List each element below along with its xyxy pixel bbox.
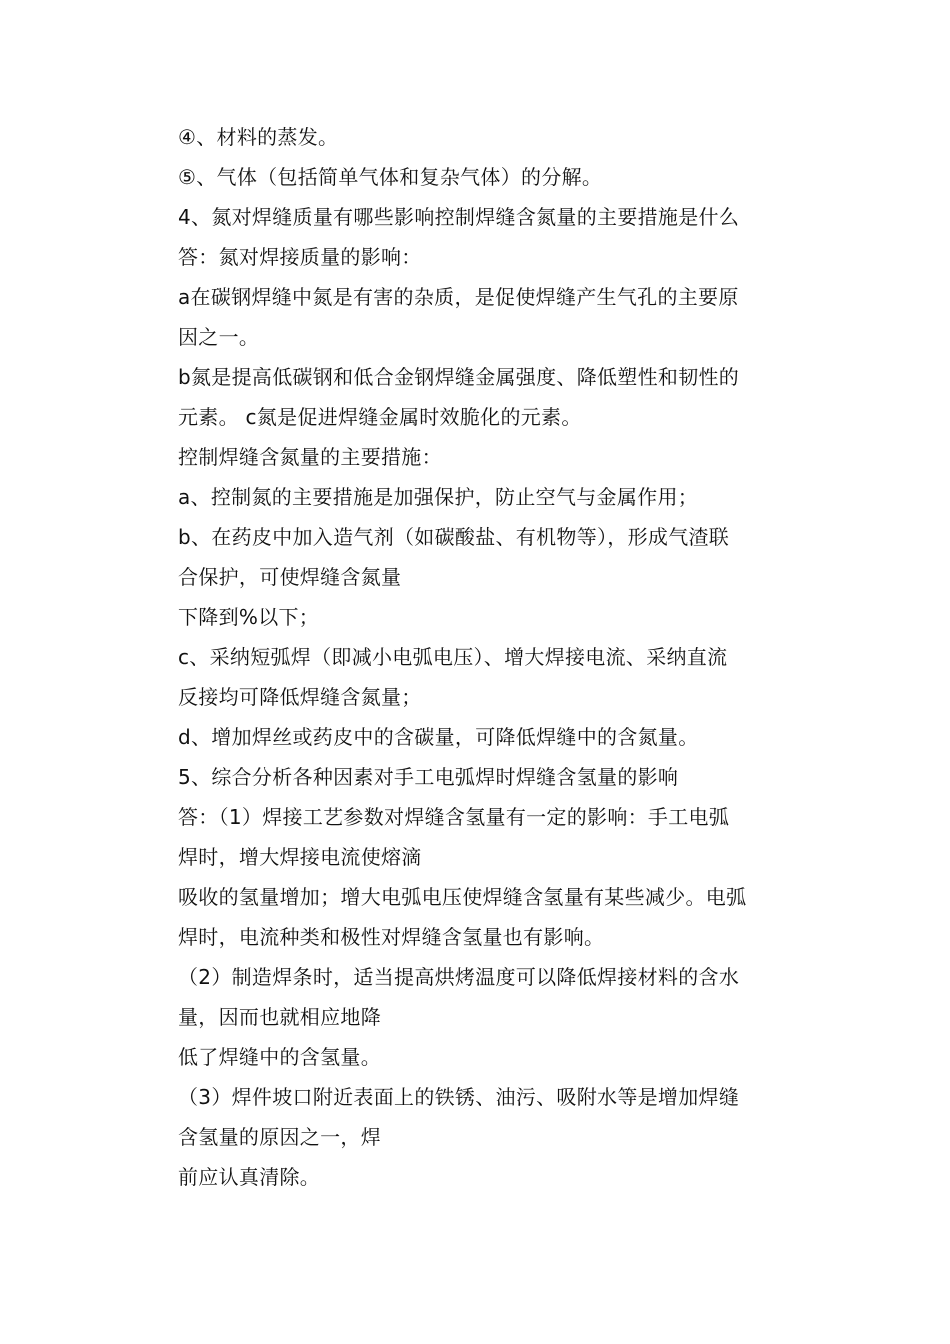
document-body <box>178 117 818 1197</box>
text-line: 焊时，电流种类和极性对焊缝含氢量也有影响。 <box>178 925 605 949</box>
text-line: a在碳钢焊缝中氮是有害的杂质，是促使焊缝产生气孔的主要原 <box>178 285 739 309</box>
text-line: ④、材料的蒸发。 <box>178 125 339 149</box>
text-line: c、采纳短弧焊（即减小电弧电压）、增大焊接电流、采纳直流 <box>178 645 728 669</box>
text-line: ⑤、气体（包括简单气体和复杂气体）的分解。 <box>178 165 603 189</box>
text-line: 控制焊缝含氮量的主要措施： <box>178 445 442 469</box>
text-line: 答：（1）焊接工艺参数对焊缝含氢量有一定的影响：手工电弧 <box>178 805 730 829</box>
question-heading: 4、氮对焊缝质量有哪些影响控制焊缝含氮量的主要措施是什么 <box>178 205 740 229</box>
text-line: 低了焊缝中的含氢量。 <box>178 1045 381 1069</box>
text-line: b、在药皮中加入造气剂（如碳酸盐、有机物等），形成气渣联 <box>178 525 730 549</box>
text-line: 反接均可降低焊缝含氮量； <box>178 685 422 709</box>
text-line: 吸收的氢量增加；增大电弧电压使焊缝含氢量有某些减少。电弧 <box>178 885 747 909</box>
text-line: a、控制氮的主要措施是加强保护，防止空气与金属作用； <box>178 485 699 509</box>
text-line: 焊时，增大焊接电流使熔滴 <box>178 845 422 869</box>
text-line: 前应认真清除。 <box>178 1165 321 1189</box>
text-line: 元素。 c氮是促进焊缝金属时效脆化的元素。 <box>178 405 582 429</box>
text-line: （2）制造焊条时，适当提高烘烤温度可以降低焊接材料的含水 <box>178 965 740 989</box>
text-line: 答：氮对焊接质量的影响： <box>178 245 422 269</box>
text-line: 下降到%以下； <box>178 605 320 629</box>
text-line: （3）焊件坡口附近表面上的铁锈、油污、吸附水等是增加焊缝 <box>178 1085 740 1109</box>
text-line: d、增加焊丝或药皮中的含碳量，可降低焊缝中的含氮量。 <box>178 725 699 749</box>
text-line: b氮是提高低碳钢和低合金钢焊缝金属强度、降低塑性和韧性的 <box>178 365 740 389</box>
text-line: 因之一。 <box>178 325 260 349</box>
text-line: 含氢量的原因之一，焊 <box>178 1125 381 1149</box>
question-heading: 5、综合分析各种因素对手工电弧焊时焊缝含氢量的影响 <box>178 765 679 789</box>
text-line: 量，因而也就相应地降 <box>178 1005 381 1029</box>
text-line: 合保护，可使焊缝含氮量 <box>178 565 402 589</box>
